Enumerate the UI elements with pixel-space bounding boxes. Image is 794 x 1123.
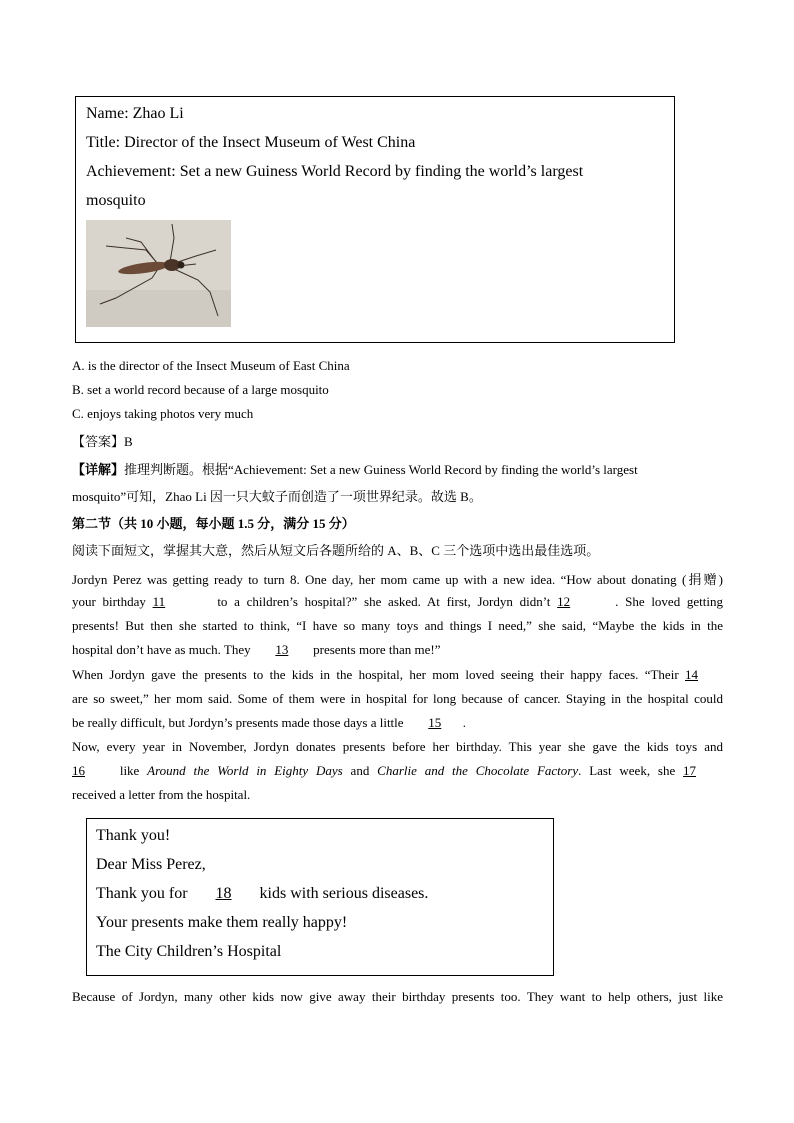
blank-16: 16	[72, 763, 85, 778]
mosquito-photo	[86, 220, 231, 327]
blank-18: 18	[215, 885, 232, 902]
letter-line: Thank you!	[96, 827, 171, 844]
profile-card	[75, 96, 675, 343]
profile-achievement-cont: mosquito	[86, 192, 146, 209]
passage-line: hospital don’t have as much. They 13 presents more than me!”	[72, 642, 441, 657]
passage-line: received a letter from the hospital.	[72, 787, 251, 802]
section-instructions: 阅读下面短文，掌握其大意，然后从短文后各题所给的 A、B、C 三个选项中选出最佳选项。	[72, 543, 600, 558]
letter-line: Dear Miss Perez,	[96, 856, 206, 873]
answer-label: 【答案】	[72, 434, 125, 449]
passage-line: Now, every year in November, Jordyn donates presents before her birthday. This year she gave the kids toys and	[72, 739, 723, 754]
option-b: B. set a world record because of a large mosquito	[72, 382, 329, 397]
blank-13: 13	[275, 642, 289, 657]
passage-line: your birthday 11 to a children’s hospital?” she asked. At first, Jordyn didn’t 12 . She loved getting	[72, 594, 724, 609]
blank-14: 14	[685, 667, 699, 682]
blank-15: 15	[428, 715, 442, 730]
passage-line: 16 like Around the World in Eighty Days and Charlie and the Chocolate Factory. Last week, she 17	[72, 763, 723, 779]
book-title: Charlie and the Chocolate Factory	[377, 763, 579, 778]
section-heading: 第二节（共 10 小题，每小题 1.5 分，满分 15 分）	[72, 516, 355, 531]
explanation-text: 推理判断题。根据“Achievement: Set a new Guiness World Record by finding the world’s largest	[124, 462, 638, 477]
passage-line: be really difficult, but Jordyn’s presents made those days a little 15 .	[72, 715, 467, 730]
profile-title: Title: Director of the Insect Museum of West China	[86, 134, 416, 151]
letter-line: Your presents make them really happy!	[96, 914, 348, 931]
blank-12: 12	[557, 594, 571, 609]
blank-17: 17	[683, 763, 697, 778]
answer-value: B	[124, 434, 133, 449]
passage-line: When Jordyn gave the presents to the kids in the hospital, her mom loved seeing their happy faces. “Their 14	[72, 667, 723, 683]
passage-line: are so sweet,” her mom said. Some of them were in hospital for long because of cancer. Staying in the hospital could	[72, 691, 723, 706]
profile-achievement: Achievement: Set a new Guiness World Record by finding the world’s largest	[86, 163, 584, 180]
profile-name: Name: Zhao Li	[86, 105, 184, 122]
explanation-line-2: mosquito”可知，Zhao Li 因一只大蚊子而创造了一项世界纪录。故选 B。	[72, 489, 482, 504]
letter-line: The City Children’s Hospital	[96, 943, 282, 960]
mosquito-image	[86, 220, 231, 327]
answer	[72, 431, 133, 450]
passage-line: presents! But then she started to think, “I have so many toys and things I need,” she said, “Maybe the kids in the	[72, 618, 723, 633]
letter-line: Thank you for 18 kids with serious diseases.	[96, 885, 429, 902]
book-title: Around the World in Eighty Days	[147, 763, 343, 778]
explanation-label: 【详解】	[72, 462, 125, 477]
passage-line: Because of Jordyn, many other kids now give away their birthday presents too. They want to help others, just like	[72, 989, 723, 1004]
passage-line: Jordyn Perez was getting ready to turn 8. One day, her mom came up with a new idea. “How about donating (捐赠)	[72, 572, 723, 587]
blank-11: 11	[152, 594, 166, 609]
letter-card	[86, 818, 554, 976]
option-a: A. is the director of the Insect Museum of East China	[72, 358, 350, 373]
explanation-line-1	[72, 459, 638, 478]
option-c: C. enjoys taking photos very much	[72, 406, 254, 421]
